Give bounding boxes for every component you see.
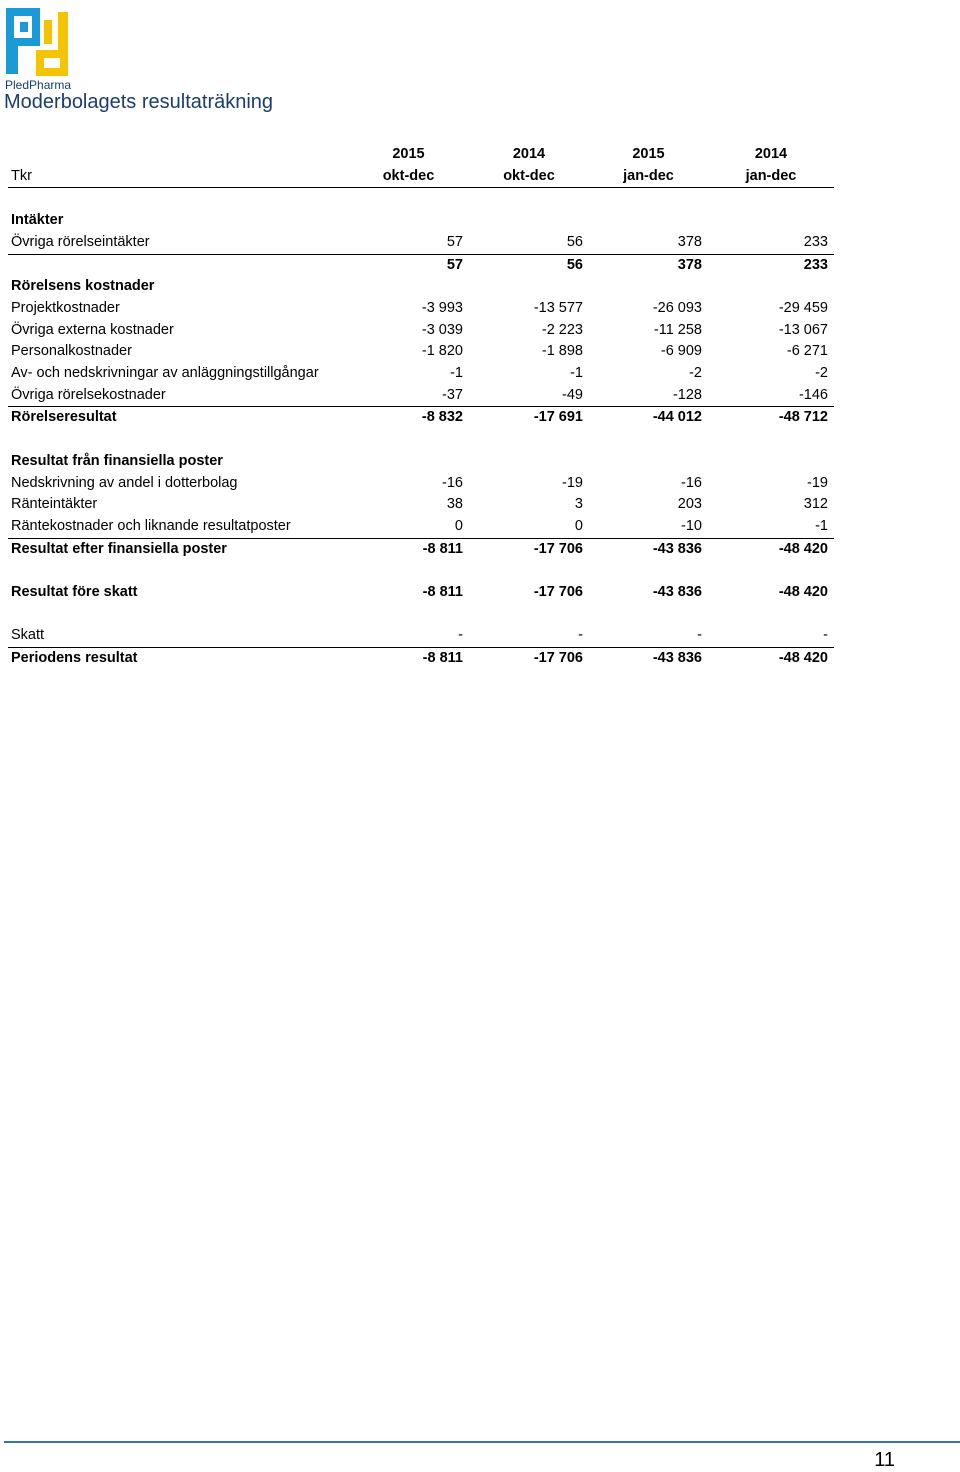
cell: 56 [469,232,589,254]
cell [469,276,589,298]
cell: -19 [562,474,583,491]
cell [348,276,469,298]
cell: 3 [574,496,583,513]
row-label: Övriga rörelseintäkter [8,232,348,254]
header-year: 2015 [392,146,425,162]
cell: -1 [708,516,834,538]
logo-mark-icon [4,6,72,78]
cell: 57 [348,232,469,254]
header-blank [8,144,348,166]
table-row [8,516,834,538]
cell: -17 706 [533,650,583,667]
cell: -2 [689,365,702,382]
cell [469,210,589,232]
cell: -13 067 [778,321,828,338]
cell: 233 [708,232,834,254]
row-label: Resultat efter finansiella poster [11,540,227,557]
table-row [8,385,834,407]
cell: -43 836 [652,650,702,667]
cell: -1 [570,365,583,382]
cell: -44 012 [652,409,702,426]
row-label: Av- och nedskrivningar av anläggningstillgångar [11,365,319,382]
cell: -3 993 [421,299,463,316]
table-row [8,232,834,254]
cell [589,210,708,232]
cell: -146 [708,385,834,407]
cell: -26 093 [652,299,702,316]
cell: 57 [446,256,463,273]
spacer-row [8,429,834,451]
page-number: 11 [874,1449,895,1471]
cell: -2 [815,365,828,382]
cell: -128 [589,385,708,407]
row-label: Resultat från finansiella poster [11,452,223,469]
cell: - [469,625,589,647]
cell: -43 836 [652,540,702,557]
header-years-row [8,144,834,166]
header-period: okt-dec [348,166,469,188]
cell: 203 [677,496,702,513]
pledpharma-logo [4,6,72,92]
header-period: jan-dec [708,166,834,188]
cell: -1 820 [421,343,463,360]
cell: - [708,625,834,647]
table-row [8,363,834,385]
row-label: Nedskrivning av andel i dotterbolag [11,474,238,491]
spacer-row [8,560,834,582]
cell: -17 706 [533,584,583,601]
cell: 56 [566,256,583,273]
header-year: 2015 [632,146,665,162]
cell: -43 836 [652,584,702,601]
cell: 312 [803,496,828,513]
cell: -49 [469,385,589,407]
cell [589,451,708,473]
table-row [8,625,834,647]
cell [589,276,708,298]
cell: -16 [442,474,463,491]
cell: -19 [807,474,828,491]
cell [708,276,834,298]
table-row [8,494,834,516]
header-year: 2014 [512,146,546,162]
cell: 38 [446,496,463,513]
row-label: Projektkostnader [11,299,120,316]
header-period: jan-dec [589,166,708,188]
cell [469,451,589,473]
cell: -8 811 [422,540,463,557]
header-periods-row [8,166,834,188]
cell: -2 223 [541,321,583,338]
cell: -13 577 [533,299,583,316]
cell: -3 039 [421,321,463,338]
header-period: okt-dec [469,166,589,188]
row-label: Skatt [8,625,348,647]
row-label: Intäkter [11,212,64,229]
table-row [8,473,834,495]
cell [348,210,469,232]
cell [708,210,834,232]
row-label: Ränteintäkter [11,496,98,513]
income-statement-table [8,144,834,670]
cell: -8 832 [421,409,463,426]
cell: -11 258 [653,321,702,338]
row-label: Räntekostnader och liknande resultatposter [8,516,348,538]
section-heading-row [8,276,834,298]
cell: 0 [469,516,589,538]
section-heading-row [8,210,834,232]
cell: -48 420 [778,540,828,557]
cell: -8 811 [422,584,463,601]
cell: -1 898 [541,343,583,360]
cell: -37 [348,385,469,407]
spacer-row [8,604,834,626]
cell: -8 811 [422,650,463,667]
row-label: Övriga externa kostnader [11,321,174,338]
cell: 378 [677,256,702,273]
section-heading-row [8,451,834,473]
table-row [8,298,834,320]
cell: -17 706 [533,540,583,557]
cell: - [348,625,469,647]
logo-text: PledPharma [5,78,72,92]
page-title: Moderbolagets resultaträkning [4,91,274,113]
row-label: Resultat före skatt [11,584,138,601]
row-label: Rörelsens kostnader [11,278,155,295]
header-year: 2014 [754,146,788,162]
cell: -48 420 [778,650,828,667]
cell: -29 459 [778,299,828,316]
cell: -48 420 [778,584,828,601]
cell: 233 [803,256,828,273]
cell: 0 [348,516,469,538]
spacer-row [8,188,834,210]
unit-label: Tkr [8,166,348,188]
table-row [8,341,834,363]
row-label [8,254,348,276]
cell [708,451,834,473]
cell: -48 712 [778,409,828,426]
row-label: Övriga rörelsekostnader [8,385,348,407]
cell: -6 271 [786,343,828,360]
cell: -17 691 [533,409,583,426]
row-label: Rörelseresultat [11,409,117,426]
row-label: Periodens resultat [11,650,138,667]
cell: -1 [450,365,463,382]
footer-rule [4,1441,960,1443]
row-label: Personalkostnader [11,343,132,360]
cell: - [589,625,708,647]
cell: -6 909 [660,343,702,360]
total-row [8,648,834,670]
cell: 378 [589,232,708,254]
total-row [8,582,834,604]
table-row [8,320,834,342]
total-row [8,538,834,560]
cell [348,451,469,473]
cell: -16 [681,474,702,491]
cell: -10 [589,516,708,538]
total-row [8,407,834,429]
subtotal-row [8,254,834,276]
